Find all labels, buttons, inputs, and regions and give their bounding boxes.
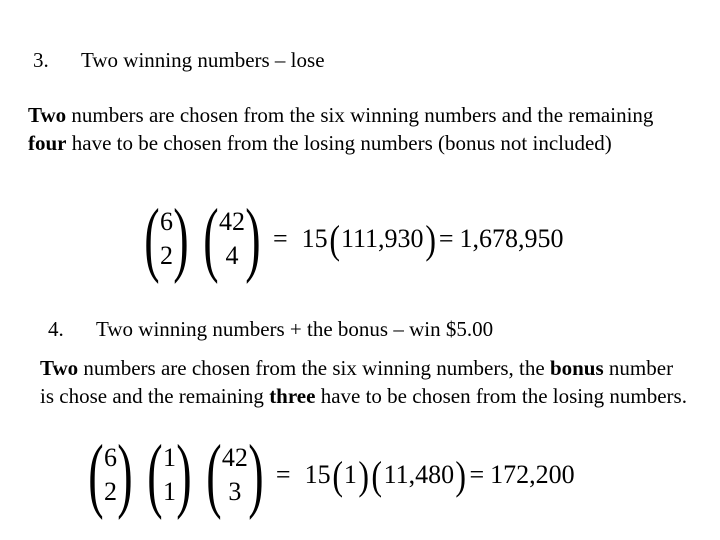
right-paren: ): [248, 428, 264, 521]
right-paren: ): [176, 428, 192, 521]
right-paren: ): [424, 216, 436, 262]
left-paren: (: [203, 192, 219, 285]
section-4-bold-bonus: bonus: [549, 356, 604, 380]
equals-sign: =: [275, 460, 291, 489]
equals-sign: =: [438, 224, 454, 253]
binom-top: 42: [221, 443, 248, 472]
binom-top: 6: [159, 207, 173, 236]
section-3-text-1: numbers are chosen from the six winning numbers and the remaining: [66, 103, 654, 127]
binom-bottom: 4: [225, 241, 239, 270]
equals-sign: =: [272, 224, 288, 253]
binom-top: 6: [103, 443, 117, 472]
binom-top: 42: [218, 207, 245, 236]
binomial-6-choose-2: [82, 428, 139, 521]
section-4-bold-two: Two: [40, 356, 79, 380]
left-paren: (: [206, 428, 222, 521]
result-value: 172,200: [490, 460, 575, 489]
binom-bottom: 3: [228, 477, 242, 506]
left-paren: (: [331, 452, 343, 498]
section-3-text-2: have to be chosen from the losing numbers (bonus not included): [66, 131, 612, 155]
right-paren: ): [455, 452, 467, 498]
section-4-text-1: numbers are chosen from the six winning numbers, the: [78, 356, 550, 380]
section-4-paragraph: [40, 354, 690, 410]
right-paren: ): [245, 192, 261, 285]
left-paren: (: [147, 428, 163, 521]
left-paren: (: [144, 192, 160, 285]
section-4-heading: [48, 317, 493, 341]
left-paren: (: [371, 452, 383, 498]
binom-bottom: 2: [103, 477, 117, 506]
section-3-bold-two: Two: [28, 103, 67, 127]
equals-sign: =: [469, 460, 485, 489]
coefficient: 15: [301, 224, 328, 253]
binom-bottom: 1: [162, 477, 176, 506]
coefficient: 15: [304, 460, 331, 489]
binomial-42-choose-4: [197, 192, 267, 285]
section-4-equation: [82, 428, 575, 521]
binomial-42-choose-3: [200, 428, 270, 521]
right-paren: ): [117, 428, 133, 521]
binomial-6-choose-2: [138, 192, 195, 285]
section-3-title: Two winning numbers – lose: [81, 48, 325, 72]
section-3-bold-four: four: [28, 131, 67, 155]
section-3-number: 3.: [33, 48, 49, 72]
section-3-heading: [33, 48, 325, 72]
section-4-title: Two winning numbers + the bonus – win $5.00: [96, 317, 494, 341]
factor-value: 1: [343, 460, 357, 489]
section-4-text-3: have to be chosen from the losing numbers.: [315, 384, 687, 408]
section-4-bold-three: three: [269, 384, 316, 408]
inner-value: 11,480: [383, 460, 455, 489]
section-4-number: 4.: [48, 317, 64, 341]
inner-value: 111,930: [340, 224, 424, 253]
left-paren: (: [88, 428, 104, 521]
binom-bottom: 2: [159, 241, 173, 270]
binom-top: 1: [162, 443, 176, 472]
section-3-equation: [138, 192, 564, 285]
left-paren: (: [328, 216, 340, 262]
right-paren: ): [173, 192, 189, 285]
binomial-1-choose-1: [141, 428, 198, 521]
result-value: 1,678,950: [459, 224, 564, 253]
right-paren: ): [358, 452, 369, 498]
section-3-paragraph: [28, 101, 678, 157]
section-4-text-2: number is chose and the remaining: [40, 356, 674, 408]
